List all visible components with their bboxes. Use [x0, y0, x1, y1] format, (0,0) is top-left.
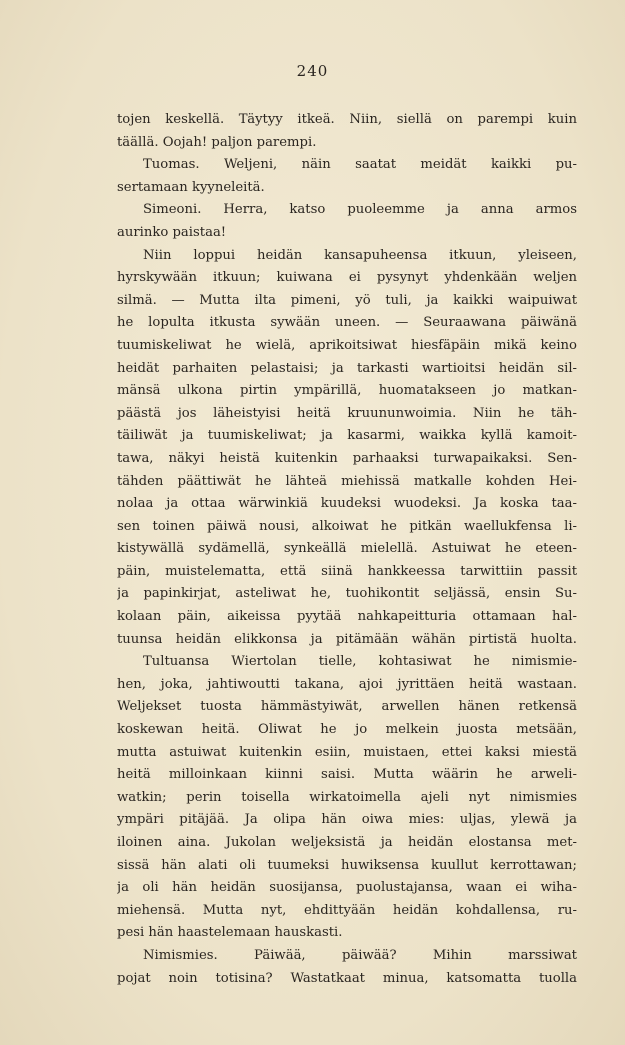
text-line: aurinko paistaa! — [117, 224, 227, 240]
text-line: heidät parhaiten pelastaisi; ja tarkasti wartioitsi heidän sil- — [117, 360, 577, 376]
text-line: he lopulta itkusta sywään uneen. — Seuraawana päiwänä — [117, 315, 577, 331]
text-line: pesi hän haastelemaan hauskasti. — [117, 925, 343, 941]
text-line: watkin; perin toisella wirkatoimella ajeli nyt nimismies — [117, 789, 577, 805]
text-line: ja papinkirjat, asteliwat he, tuohikontit seljässä, ensin Su- — [117, 586, 577, 602]
text-line: Nimismies. Päiwää, päiwää? Mihin marssiwat — [143, 947, 577, 963]
text-line: mänsä ulkona pirtin ympärillä, huomatakseen jo matkan- — [117, 383, 577, 399]
text-line: tawa, näkyi heistä kuitenkin parhaaksi turwapaikaksi. Sen- — [117, 450, 577, 466]
text-line: Tuomas. Weljeni, näin saatat meidät kaikki pu- — [143, 157, 577, 173]
text-line: miehensä. Mutta nyt, ehdittyään heidän kohdallensa, ru- — [117, 902, 577, 918]
text-line: ympäri pitäjää. Ja olipa hän oiwa mies: uljas, ylewä ja — [117, 812, 577, 828]
text-line: ja oli hän heidän suosijansa, puolustajansa, waan ei wiha- — [117, 880, 577, 896]
text-line: sissä hän alati oli tuumeksi huwiksensa kuullut kerrottawan; — [117, 857, 577, 873]
text-line: täiliwät ja tuumiskeliwat; ja kasarmi, waikka kyllä kamoit- — [117, 428, 577, 444]
text-line: kolaan päin, aikeissa pyytää nahkapeitturia ottamaan hal- — [117, 609, 577, 625]
text-line: tuumiskeliwat he wielä, aprikoitsiwat hiesfäpäin mikä keino — [117, 337, 577, 353]
text-line: nolaa ja ottaa wärwinkiä kuudeksi wuodeksi. Ja koska taa- — [117, 496, 577, 512]
page-number: 240 — [296, 62, 329, 80]
text-line: päin, muistelematta, että siinä hankkeessa tarwittiin passit — [117, 563, 577, 579]
text-line: tähden päättiwät he lähteä miehissä matkalle kohden Hei- — [117, 473, 577, 489]
text-line: Niin loppui heidän kansapuheensa itkuun, yleiseen, — [143, 247, 577, 263]
text-line: mutta astuiwat kuitenkin esiin, muistaen, ettei kaksi miestä — [117, 744, 577, 760]
text-line: Weljekset tuosta hämmästyiwät, arwellen hänen retkensä — [117, 699, 577, 715]
text-line: pojat noin totisina? Wastatkaat minua, katsomatta tuolla — [117, 970, 577, 986]
text-line: tojen keskellä. Täytyy itkeä. Niin, siellä on parempi kuin — [117, 112, 577, 127]
text-line: sen toinen päiwä nousi, alkoiwat he pitkän waellukfensa li- — [117, 518, 577, 534]
text-line: hen, joka, jahtiwoutti takana, ajoi jyrittäen heitä wastaan. — [117, 676, 577, 692]
text-line: sertamaan kyyneleitä. — [117, 179, 265, 195]
text-line: täällä. Oojah! paljon parempi. — [117, 134, 317, 150]
text-line: koskewan heitä. Oliwat he jo melkein juosta metsään, — [117, 722, 577, 738]
text-line: Tultuansa Wiertolan tielle, kohtasiwat he nimismie- — [143, 654, 577, 670]
page-body-text — [117, 109, 577, 990]
text-line: silmä. — Mutta ilta pimeni, yö tuli, ja kaikki waipuiwat — [117, 292, 577, 308]
text-line: kistywällä sydämellä, synkeällä mielellä. Astuiwat he eteen- — [117, 541, 577, 557]
text-line: tuunsa heidän elikkonsa ja pitämään wähän pirtistä huolta. — [117, 631, 577, 647]
text-line: päästä jos läheistyisi heitä kruununwoimia. Niin he täh- — [117, 405, 577, 421]
text-line: iloinen aina. Jukolan weljeksistä ja heidän elostansa met- — [117, 835, 577, 850]
text-line: heitä milloinkaan kiinni saisi. Mutta wäärin he arweli- — [117, 767, 577, 783]
text-line: hyrskywään itkuun; kuiwana ei pysynyt yhdenkään weljen — [117, 270, 577, 286]
text-line: Simeoni. Herra, katso puoleemme ja anna armos — [143, 202, 577, 218]
